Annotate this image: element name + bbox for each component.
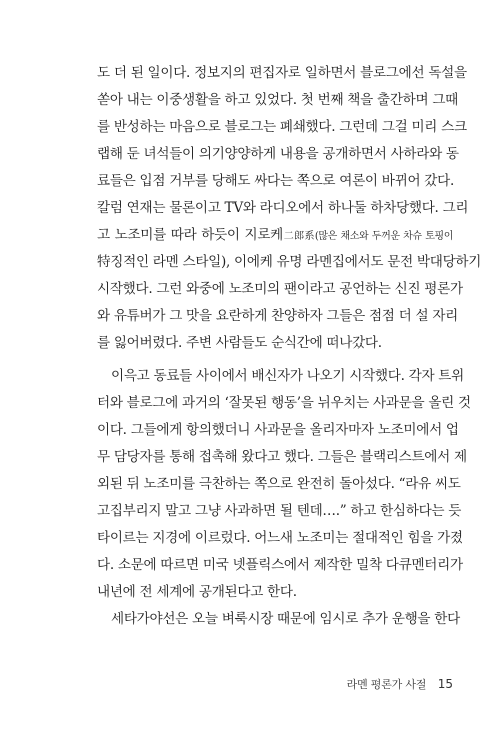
body-line: 도 더 된 일이다. 정보지의 편집자로 일하면서 블로그에선 독설을 <box>97 65 467 81</box>
body-line: 特징적인 라멘 스타일), 이에케 유명 라멘집에서도 문전 박대당하기 <box>97 254 482 270</box>
body-line: 이윽고 동료들 사이에서 배신자가 나오기 시작했다. 각자 트위 <box>111 368 464 384</box>
body-text <box>97 60 482 633</box>
body-line: 료들은 입점 거부를 당해도 싸다는 쪽으로 여론이 바뀌어 갔다. <box>97 173 454 189</box>
body-line: 타이르는 지경에 이르렀다. 어느새 노조미는 절대적인 힘을 가졌 <box>97 530 463 546</box>
body-line: 쏟아 내는 이중생활을 하고 있었다. 첫 번째 책을 출간하며 그때 <box>97 92 458 108</box>
body-line: 칼럼 연재는 물론이고 TV와 라디오에서 하나둘 하차당했다. 그리 <box>97 200 469 216</box>
body-line: 와 유튜버가 그 맛을 요란하게 찬양하자 그들은 점점 더 설 자리 <box>97 308 458 324</box>
body-line: 를 반성하는 마음으로 블로그는 폐쇄했다. 그런데 그걸 미리 스크 <box>97 119 467 135</box>
body-line: 시작했다. 그런 와중에 노조미의 팬이라고 공언하는 신진 평론가 <box>97 281 463 297</box>
body-line: 외된 뒤 노조미를 극찬하는 쪽으로 완전히 돌아섰다. “라유 씨도 <box>97 476 461 492</box>
body-line: 세타가야선은 오늘 벼룩시장 때문에 임시로 추가 운행을 한다 <box>111 611 460 627</box>
body-line: 고집부리지 말고 그냥 사과하면 될 텐데….” 하고 한심하다는 듯 <box>97 503 462 519</box>
body-line: 터와 블로그에 과거의 ‘잘못된 행동’을 뉘우치는 사과문을 올린 것 <box>97 395 471 411</box>
body-line: 이다. 그들에게 항의했더니 사과문을 올리자마자 노조미에서 업 <box>97 422 459 438</box>
page-number: 15 <box>437 677 453 691</box>
body-line-with-annotation <box>97 222 453 249</box>
body-line: 내년에 전 세계에 공개된다고 한다. <box>97 584 297 600</box>
body-line: 랩해 둔 녀석들이 의기양양하게 내용을 공개하면서 사하라와 동 <box>97 146 459 162</box>
body-line: 다. 소문에 따르면 미국 넷플릭스에서 제작한 밀착 다큐멘터리가 <box>97 557 463 573</box>
inline-annotation: 二郎系(많은 채소와 두꺼운 차슈 토핑이 <box>283 231 453 242</box>
body-line: 를 잃어버렸다. 주변 사람들도 순식간에 떠나갔다. <box>97 335 382 351</box>
body-line-text: 고 노조미를 따라 하듯이 지로케 <box>97 227 283 243</box>
page-footer <box>0 676 453 692</box>
body-line: 무 담당자를 통해 접촉해 왔다고 했다. 그들은 블랙리스트에서 제 <box>97 449 467 465</box>
running-title: 라멘 평론가 사절 <box>346 678 427 691</box>
